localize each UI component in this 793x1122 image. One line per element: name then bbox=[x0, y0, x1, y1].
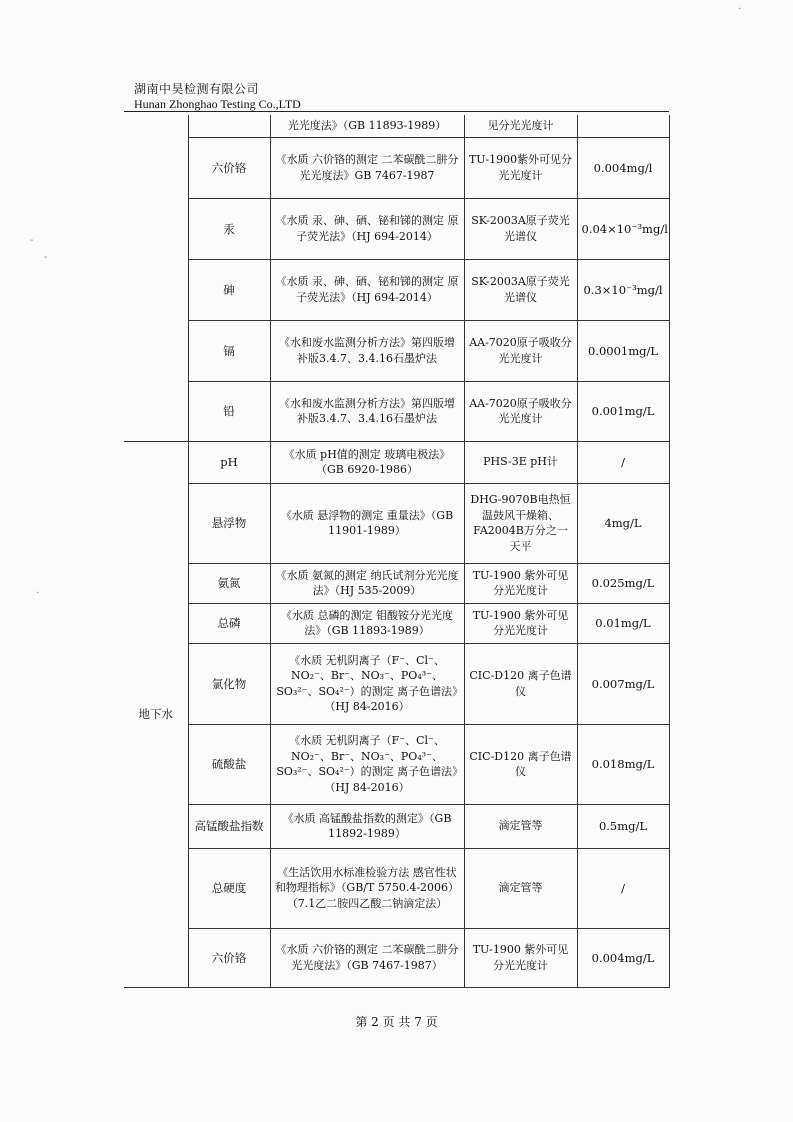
table-row bbox=[124, 115, 669, 137]
method-standard: 《水和废水监测分析方法》第四版增补版3.4.7、3.4.16石墨炉法 bbox=[270, 381, 464, 441]
section-cell-previous bbox=[124, 115, 188, 441]
item-name: 砷 bbox=[188, 259, 270, 320]
section-groundwater: 地下水 bbox=[124, 441, 188, 987]
table-row bbox=[124, 643, 669, 724]
methods-table bbox=[124, 115, 670, 988]
instrument: 滴定管等 bbox=[464, 804, 577, 848]
detection-limit: 0.3×10⁻³mg/l bbox=[577, 259, 669, 320]
page-number: 第 2 页 共 7 页 bbox=[355, 1015, 438, 1029]
detection-limit: 4mg/L bbox=[577, 483, 669, 563]
item-name: 镉 bbox=[188, 320, 270, 381]
detection-limit: 0.001mg/L bbox=[577, 381, 669, 441]
method-standard: 《水质 六价铬的测定 二苯碳酰二肼分光光度法》GB 7467-1987 bbox=[270, 137, 464, 198]
instrument: CIC-D120 离子色谱仪 bbox=[464, 724, 577, 804]
table-row bbox=[124, 603, 669, 643]
table-row bbox=[124, 320, 669, 381]
item-name: 六价铬 bbox=[188, 928, 270, 987]
item-name: 六价铬 bbox=[188, 137, 270, 198]
item-name: 总硬度 bbox=[188, 848, 270, 928]
method-standard: 《水质 六价铬的测定 二苯碳酰二肼分光光度法》（GB 7467-1987） bbox=[270, 928, 464, 987]
item-name: 氯化物 bbox=[188, 643, 270, 724]
item-name: 悬浮物 bbox=[188, 483, 270, 563]
instrument: 见分光光度计 bbox=[464, 115, 577, 137]
method-standard: 《水质 无机阴离子（F⁻、Cl⁻、NO₂⁻、Br⁻、NO₃⁻、PO₄³⁻、SO₃²⁻、SO₄²⁻）的测定 离子色谱法》（HJ 84-2016） bbox=[270, 724, 464, 804]
instrument: TU-1900 紫外可见分光光度计 bbox=[464, 563, 577, 603]
instrument: SK-2003A原子荧光光谱仪 bbox=[464, 198, 577, 259]
item-name: 硫酸盐 bbox=[188, 724, 270, 804]
detection-limit: 0.04×10⁻³mg/l bbox=[577, 198, 669, 259]
item-name: pH bbox=[188, 441, 270, 483]
detection-limit: 0.004mg/L bbox=[577, 928, 669, 987]
table-row bbox=[124, 441, 669, 483]
instrument: 滴定管等 bbox=[464, 848, 577, 928]
method-standard: 《水质 悬浮物的测定 重量法》（GB 11901-1989） bbox=[270, 483, 464, 563]
detection-limit: 0.018mg/L bbox=[577, 724, 669, 804]
detection-limit: 0.01mg/L bbox=[577, 603, 669, 643]
table-row bbox=[124, 724, 669, 804]
scan-speck: - bbox=[44, 252, 48, 263]
instrument: AA-7020原子吸收分光光度计 bbox=[464, 320, 577, 381]
instrument: CIC-D120 离子色谱仪 bbox=[464, 643, 577, 724]
table-row bbox=[124, 381, 669, 441]
detection-limit: 0.025mg/L bbox=[577, 563, 669, 603]
method-standard: 《生活饮用水标准检验方法 感官性状和物理指标》（GB/T 5750.4-2006）（7.1乙二胺四乙酸二钠滴定法） bbox=[270, 848, 464, 928]
item-name: 总磷 bbox=[188, 603, 270, 643]
method-standard: 《水质 高锰酸盐指数的测定》（GB 11892-1989） bbox=[270, 804, 464, 848]
company-name-en: Hunan Zhonghao Testing Co.,LTD bbox=[134, 97, 301, 111]
table-row bbox=[124, 928, 669, 987]
detection-limit: 0.004mg/l bbox=[577, 137, 669, 198]
header-divider bbox=[124, 111, 669, 112]
table-row bbox=[124, 483, 669, 563]
method-standard: 《水质 无机阴离子（F⁻、Cl⁻、NO₂⁻、Br⁻、NO₃⁻、PO₄³⁻、SO₃²⁻、SO₄²⁻）的测定 离子色谱法》（HJ 84-2016） bbox=[270, 643, 464, 724]
item-name: 铅 bbox=[188, 381, 270, 441]
detection-limit: / bbox=[577, 441, 669, 483]
detection-limit: / bbox=[577, 848, 669, 928]
method-standard: 《水和废水监测分析方法》第四版增补版3.4.7、3.4.16石墨炉法 bbox=[270, 320, 464, 381]
company-name-cn: 湖南中昊检测有限公司 bbox=[134, 82, 260, 96]
item-name: 汞 bbox=[188, 198, 270, 259]
instrument: TU-1900紫外可见分光光度计 bbox=[464, 137, 577, 198]
detection-limit: 0.5mg/L bbox=[577, 804, 669, 848]
item-name: 氨氮 bbox=[188, 563, 270, 603]
instrument: PHS-3E pH计 bbox=[464, 441, 577, 483]
table-row bbox=[124, 198, 669, 259]
instrument: AA-7020原子吸收分光光度计 bbox=[464, 381, 577, 441]
table-row bbox=[124, 804, 669, 848]
instrument: TU-1900 紫外可见分光光度计 bbox=[464, 928, 577, 987]
item-name bbox=[188, 115, 270, 137]
instrument: DHG-9070B电热恒温鼓风干燥箱、FA2004B万分之一天平 bbox=[464, 483, 577, 563]
method-standard: 《水质 汞、砷、硒、铋和锑的测定 原子荧光法》（HJ 694-2014） bbox=[270, 259, 464, 320]
instrument: TU-1900 紫外可见分光光度计 bbox=[464, 603, 577, 643]
method-standard: 《水质 汞、砷、硒、铋和锑的测定 原子荧光法》（HJ 694-2014） bbox=[270, 198, 464, 259]
scan-speck: · bbox=[36, 588, 40, 599]
scan-speck: - bbox=[30, 235, 34, 246]
table-row bbox=[124, 563, 669, 603]
method-standard: 《水质 总磷的测定 钼酸铵分光光度法》（GB 11893-1989） bbox=[270, 603, 464, 643]
table-row bbox=[124, 259, 669, 320]
detection-limit: 0.007mg/L bbox=[577, 643, 669, 724]
scan-speck: · bbox=[738, 4, 742, 15]
method-standard: 《水质 氨氮的测定 纳氏试剂分光光度法》（HJ 535-2009） bbox=[270, 563, 464, 603]
item-name: 高锰酸盐指数 bbox=[188, 804, 270, 848]
table-row bbox=[124, 137, 669, 198]
table-row bbox=[124, 848, 669, 928]
method-standard: 《水质 pH值的测定 玻璃电极法》（GB 6920-1986） bbox=[270, 441, 464, 483]
instrument: SK-2003A原子荧光光谱仪 bbox=[464, 259, 577, 320]
detection-limit bbox=[577, 115, 669, 137]
method-standard: 光光度法》（GB 11893-1989） bbox=[270, 115, 464, 137]
detection-limit: 0.0001mg/L bbox=[577, 320, 669, 381]
